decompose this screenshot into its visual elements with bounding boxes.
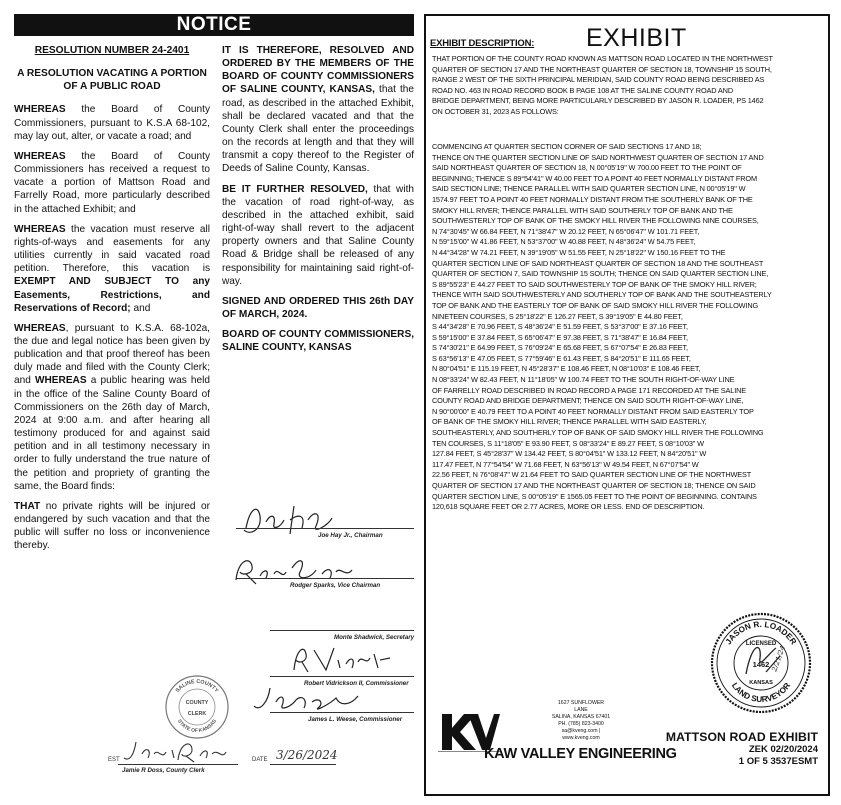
paragraph-text: the vacation must reserve all rights-of-ways and easements for any utilities currently in said vacated road petition. Therefore, this vacation is [14,223,210,275]
seal-licensed: LICENSED [745,641,777,647]
exhibit-text-line: COUNTY ROAD AND BRIDGE DEPARTMENT; THENCE ON SAID SOUTH RIGHT-OF-WAY LINE, [432,396,744,406]
exhibit-text-line: ON OCTOBER 31, 2023 AS FOLLOWS: [432,106,559,116]
firm-name: KAW VALLEY ENGINEERING [484,746,677,762]
exhibit-text-line: S 74°30'21" E 64.99 FEET, S 76°09'24" E 65.68 FEET, S 67°07'54" E 26.83 FEET, [432,343,688,353]
exhibit-panel [424,14,830,796]
board-name: BOARD OF COUNTY COMMISSIONERS, SALINE COUNTY, KANSAS [222,329,414,354]
resolution-title: A RESOLUTION VACATING A PORTION OF A PUBLIC ROAD [17,68,207,93]
svg-text:SALINE COUNTY [175,679,220,694]
exhibit-text-line: QUARTER OF SECTION 7, SAID TOWNSHIP 15 SOUTH; THENCE ON SAID QUARTER SECTION LINE, [432,269,769,279]
paragraph-text: the Board of County Commissioners has received a request to vacate a portion of Mattson Road and Farrelly Road, more particularly described in the attached Exhibit; and [14,150,210,215]
exhibit-footer-page: 1 OF 5 3537ESMT [738,756,818,767]
paragraph-text: that with the vacation of road right-of-way, as described in the attached exhibit, said right-of-way shall revert to the adjacent property owners and that Saline County Road & Bridge shall be released of any responsibility for maintaining said right-of-way. [222,183,414,287]
exhibit-text-line: S 63°56'13" E 47.05 FEET, S 77°59'46" E 61.43 FEET, S 84°20'51" E 111.65 FEET, [432,353,691,363]
clerk-signature [122,736,232,766]
notice-header: NOTICE [14,14,414,36]
exempt-clause: EXEMPT AND SUBJECT TO any Easements, Restrictions, and Reservations of Record; [14,276,210,314]
exhibit-text-line: TEN COURSES, S 11°18'05" E 93.90 FEET, S 08°33'24" E 89.27 FEET, S 08°10'03" W [432,438,704,448]
seal-bottom-text: STATE OF KANSAS [175,718,219,735]
signature-block [14,490,414,790]
exhibit-text-line: N 80°04'51" E 115.19 FEET, N 45°28'37" E 108.46 FEET, N 08°10'03" E 108.46 FEET, [432,364,701,374]
firm-address-line-2: SALINA, KANSAS 67401 [551,714,611,720]
exhibit-text-line: TOP OF BANK AND THE EASTERLY TOP OF BANK OF SAID SMOKY HILL RIVER THE FOLLOWING [432,300,759,310]
exhibit-text-line: SAID SECTION LINE; THENCE PARALLEL WITH SAID QUARTER SECTION LINE, N 00°05'19" W [432,184,746,194]
firm-address-line-1: 1627 SUNFLOWER LANE [557,700,605,713]
exhibit-text-line: NINETEEN COURSES, S 25°18'22" E 126.27 FEET, S 39°19'05" E 44.80 FEET, [432,311,683,321]
exhibit-text-line: S 44°34'28" E 70.96 FEET, S 48°36'24" E 51.59 FEET, S 53°37'00" E 37.16 FEET, [432,322,688,332]
seal-top-text: SALINE COUNTY [174,678,220,694]
whereas-paragraph-1 [14,103,210,142]
date-label: DATE [252,757,268,763]
est-label: EST [108,757,120,763]
exhibit-text-line: THAT PORTION OF THE COUNTY ROAD KNOWN AS MATTSON ROAD LOCATED IN THE NORTHWEST [432,54,773,63]
exhibit-text-line: QUARTER SECTION LINE, S 00°05'19" E 1565.05 FEET TO THE POINT OF BEGINNING. CONTAINS [432,491,757,501]
notice-column-1 [14,44,210,559]
exhibit-text-line: 1574.97 FEET TO A POINT 40 FEET NORMALLY DISTANT FROM THE SOUTHERLY BANK OF THE [432,194,753,204]
commissioner2-name: James L. Weese, Commissioner [308,716,403,723]
paragraph-text: no private rights will be injured or endangered by such vacation and that the public will suffer no loss or inconvenience thereby. [14,500,210,552]
firm-web: sa@kveng.com | www.kveng.com [561,728,601,741]
resolved-clause: IT IS THEREFORE, RESOLVED AND ORDERED BY THE MEMBERS OF THE BOARD OF COUNTY COMMISSIONERS OF SALINE COUNTY, KANSAS, [222,45,414,96]
commissioner2-sig-line [270,712,414,713]
exhibit-text-line: QUARTER SECTION LINE OF SAID NORTHEAST QUARTER OF SECTION 18 AND THE SOUTHEAST [432,258,764,268]
further-resolved-paragraph [222,183,414,288]
signed-date-line: SIGNED AND ORDERED THIS 26th DAY OF MARCH, 2024. [222,295,414,320]
exhibit-text-line: OF FARRELLY ROAD DESCRIBED IN ROAD RECORD A PAGE 171 RECORDED AT THE SALINE [432,385,746,395]
exhibit-legal-description [432,142,822,513]
whereas-keyword: WHEREAS [14,322,66,334]
secretary-name: Monte Shadwick, Secretary [334,634,415,641]
whereas-paragraph-4 [14,322,210,493]
exhibit-text-line: SAID NORTHEAST QUARTER OF SECTION 18, N 00°05'19" W 700.00 FEET TO THE POINT OF [432,163,742,173]
exhibit-text-line: 127.84 FEET, S 45°28'37" W 134.42 FEET, S 80°04'51" W 133.12 FEET, N 84°20'51" W [432,449,707,459]
exhibit-footer-title: MATTSON ROAD EXHIBIT [665,730,818,744]
resolved-paragraph [222,44,414,176]
svg-text:STATE OF KANSAS [176,718,218,734]
resolution-number: RESOLUTION NUMBER 24-2401 [34,45,190,56]
exhibit-text-line: SOUTHEASTERLY, AND SOUTHERLY TOP OF BANK OF SAID SMOKY HILL RIVER THE FOLLOWING [432,428,764,438]
exhibit-footer-zek: ZEK 02/20/2024 [748,744,818,755]
county-clerk-seal [164,674,230,740]
chairman-name: Joe Hay Jr., Chairman [318,532,383,539]
paragraph-text: a public hearing was held in the office of the Saline County Board of Commissioners on the 26th day of March, 2024 at 9:00 a.m. and after hearing all testimony produced for and against said petition and in all testimony necessary in order to fully understand the true nature of the petition and propriety of granting the same, the Board finds: [14,375,210,492]
whereas-paragraph-2 [14,150,210,216]
exhibit-text-line: S 89°55'23" E 44.27 FEET TO SAID SOUTHWESTERLY TOP OF BANK OF THE SMOKY HILL RIVER; [432,279,757,289]
exhibit-text-line: N 08°33'24" W 82.43 FEET, N 11°18'05" W 100.74 FEET TO THE SOUTH RIGHT-OF-WAY LINE [432,375,735,385]
exhibit-text-line: N 74°30'45" W 66.84 FEET, N 71°38'47" W 20.12 FEET, N 65°06'47" W 101.71 FEET, [432,226,700,236]
exhibit-text-line: 120,618 SQUARE FEET OR 2.77 ACRES, MORE OR LESS. END OF DESCRIPTION. [432,502,705,512]
chairman-sig-line [236,528,414,529]
vice-chairman-name: Rodger Sparks, Vice Chairman [290,582,381,589]
exhibit-text-line: S 59°15'00" E 37.84 FEET, S 65°06'47" E 97.38 FEET, S 71°38'47" E 16.84 FEET, [432,332,688,342]
whereas-keyword: WHEREAS [14,104,66,116]
whereas-keyword: WHEREAS [34,375,87,387]
exhibit-text-line: OF BANK OF THE SMOKY HILL RIVER; THENCE PARALLEL WITH SAID EASTERLY, [432,417,707,427]
clerk-sig-line [118,764,238,765]
exhibit-title: EXHIBIT [586,24,687,52]
exhibit-text-line: 117.47 FEET, N 77°54'54" W 71.68 FEET, N 63°56'13" W 49.54 FEET, N 67°07'54" W [432,459,699,469]
seal-license-number: 1462 [752,660,770,669]
exhibit-text-line: THENCE ON THE QUARTER SECTION LINE OF SAID NORTHWEST QUARTER OF SECTION 17 AND [432,152,764,162]
notice-column-2 [222,44,414,361]
exhibit-text-line: RANGE 2 WEST OF THE SIXTH PRINCIPAL MERIDIAN, SAID COUNTY ROAD BEING DESCRIBED AS [432,75,765,85]
exhibit-text-line: THENCE WITH SAID SOUTHWESTERLY AND SOUTHERLY TOP OF BANK AND THE SOUTHEASTERLY [432,290,772,300]
exhibit-text-line: SOUTHWESTERLY TOP OF BANK OF THE SMOKY HILL RIVER THE FOLLOWING NINE COURSES, [432,216,759,226]
exhibit-text-line: N 44°34'28" W 74.21 FEET, N 39°19'05" W 51.55 FEET, N 25°18'22" W 150.16 FEET TO THE [432,247,726,257]
land-surveyor-seal [710,612,812,714]
secretary-sig-line [270,630,414,631]
commissioner1-signature [286,640,396,678]
exhibit-header [430,24,826,50]
exhibit-text-line: QUARTER OF SECTION 17 AND THE NORTHEAST QUARTER OF SECTION 18; THENCE ON SAID [432,481,756,490]
paragraph-text: that the road, as described in the attached Exhibit, shall be declared vacated and that the County Clerk shall enter the proceedings on the records at length and that they will transmit a copy thereof to the Register of Deeds of Saline County, Kansas. [222,84,414,175]
date-value: 3/26/2024 [276,748,338,762]
commissioner1-name: Robert Vidrickson II, Commissioner [304,680,409,687]
paragraph-end: and [133,302,151,314]
exhibit-text-line: 22.56 FEET, N 76°08'47" W 21.64 FEET TO SAID QUARTER SECTION LINE OF THE NORTHWEST [432,470,752,480]
commissioner1-sig-line [270,676,414,677]
exhibit-text-line: N 90°00'00" E 40.79 FEET TO A POINT 40 FEET NORMALLY DISTANT FROM SAID EASTERLY TOP [432,406,754,416]
whereas-paragraph-3 [14,223,210,315]
paragraph-text: the Board of County Commissioners, pursuant to K.S.A 68-102, may lay out, alter, or vacate a road; and [14,104,210,142]
exhibit-text-line: ROAD NO. 463 IN ROAD RECORD BOOK B PAGE 108 AT THE SALINE COUNTY ROAD AND [432,85,733,95]
seal-surveyor-name: JASON R. LOADER [723,619,799,647]
that-keyword: THAT [14,500,41,512]
exhibit-text-line: BRIDGE DEPARTMENT, BEING MORE PARTICULARLY DESCRIBED BY JASON R. LOADER, PS 1462 [432,96,764,106]
firm-phone: PH. (785) 823-3400 [558,721,604,727]
exhibit-intro-paragraph [432,54,822,118]
whereas-keyword: WHEREAS [14,223,66,235]
seal-state: KANSAS [749,680,773,686]
exhibit-text-line: QUARTER OF SECTION 17 AND THE NORTHEAST QUARTER OF SECTION 18, TOWNSHIP 15 SOUTH, [432,64,772,74]
whereas-keyword: WHEREAS [14,150,66,162]
exhibit-footer [666,730,818,768]
further-resolved-clause: BE IT FURTHER RESOLVED, [222,183,368,195]
seal-signature-date: 2/21/24 [770,644,788,673]
date-line [270,764,336,765]
seal-center-1: COUNTY [185,700,209,706]
seal-center-2: CLERK [187,711,207,717]
clerk-name: Jamie R Doss, County Clerk [122,767,205,774]
firm-address [551,700,611,742]
vice-chairman-sig-line [236,578,414,579]
seal-bottom-title: LAND SURVEYOR [729,681,793,705]
paragraph-text: , pursuant to K.S.A. 68-102a, the due and legal notice has been given by publication and that proof thereof has been duly made and filed with the County Clerk; and [14,322,210,387]
exhibit-description-label: EXHIBIT DESCRIPTION: [430,38,535,49]
exhibit-text-line: N 59°15'00" W 41.86 FEET, N 53°37'00" W 40.88 FEET, N 48°36'24" W 54.75 FEET, [432,237,696,247]
exhibit-text-line: SMOKY HILL RIVER; THENCE PARALLEL WITH SAID SOUTHERLY TOP OF BANK AND THE [432,205,733,215]
exhibit-text-line: COMMENCING AT QUARTER SECTION CORNER OF SAID SECTIONS 17 AND 18; [432,142,702,151]
exhibit-text-line: BEGINNING; THENCE S 89°54'41" W 40.00 FEET TO A POINT 40 FEET NORMALLY DISTANT FROM [432,173,757,183]
